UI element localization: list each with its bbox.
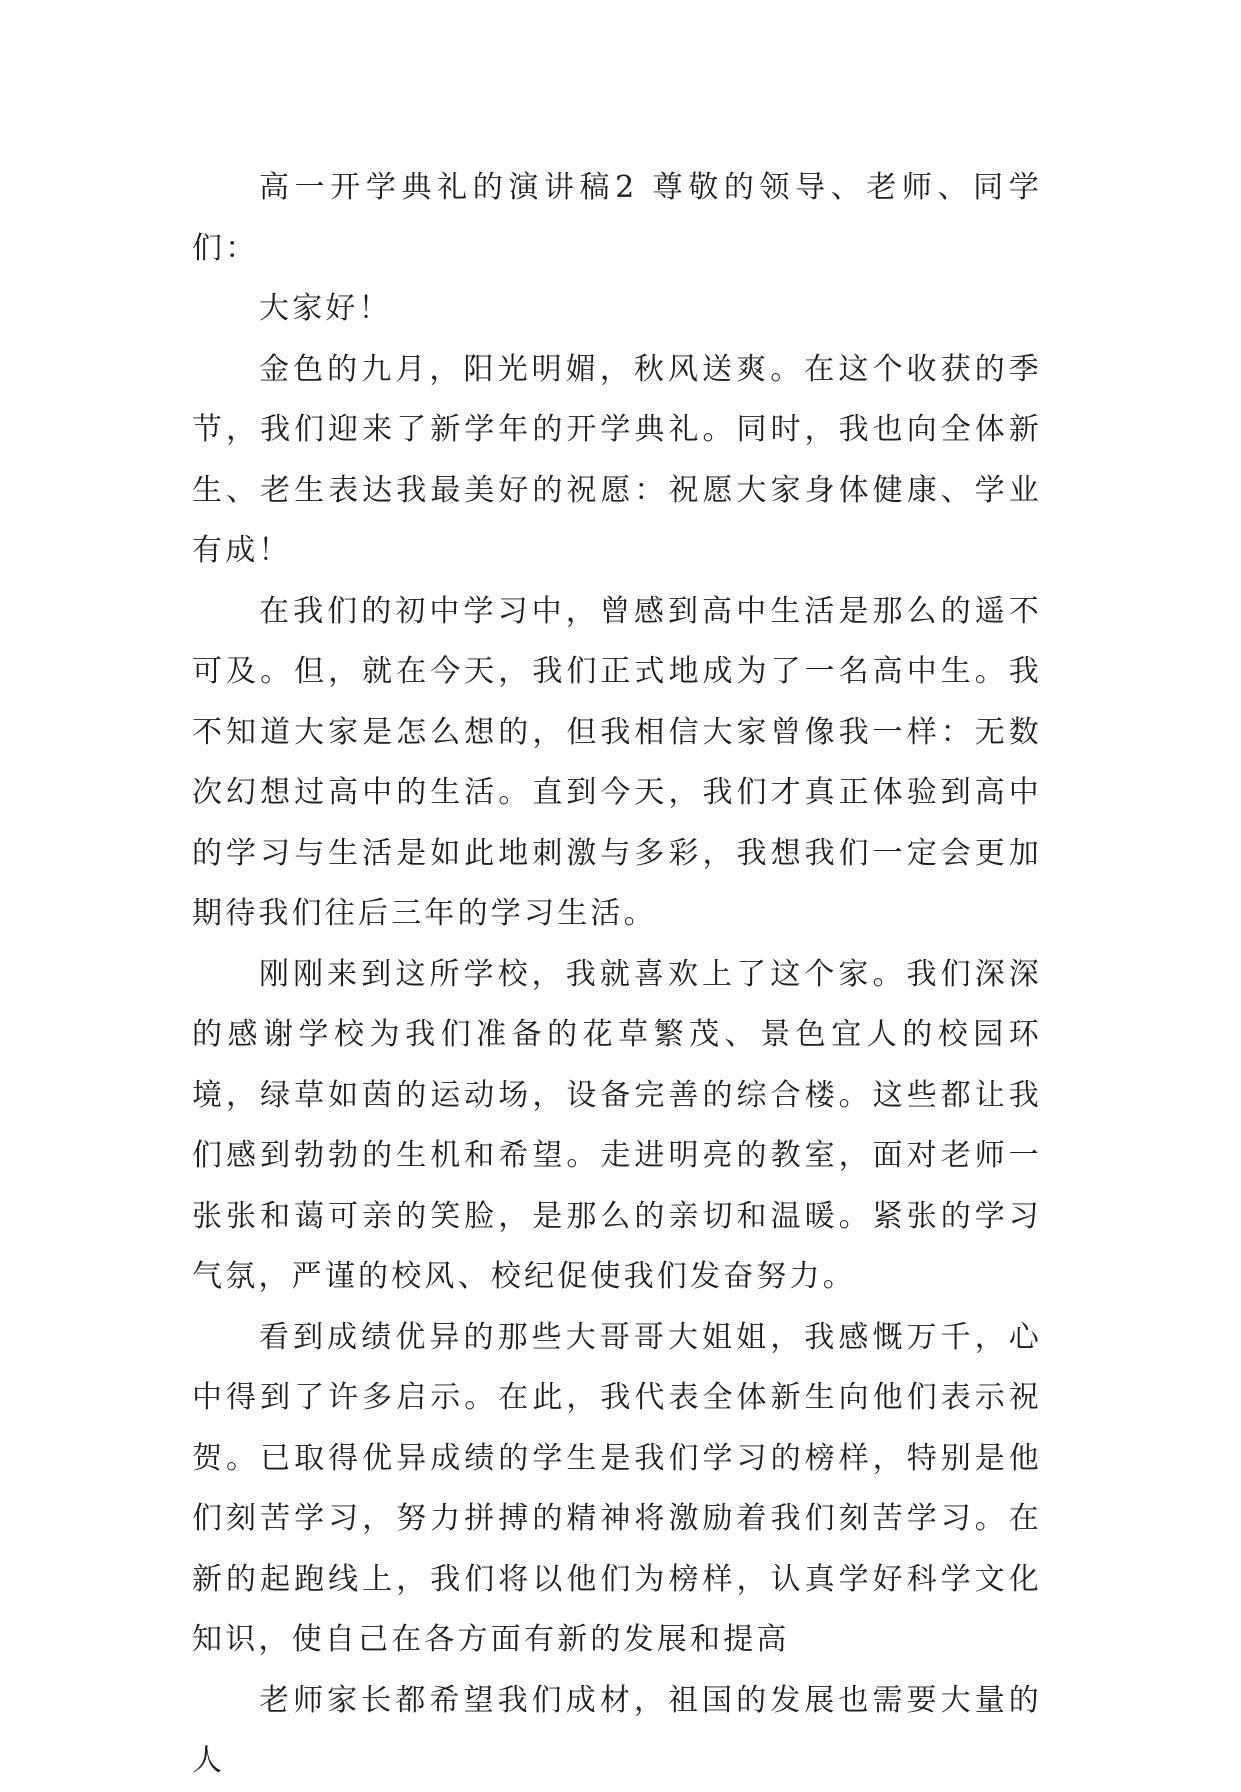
body-paragraph: 刚刚来到这所学校，我就喜欢上了这个家。我们深深的感谢学校为我们准备的花草繁茂、景色宜人的校园环境，绿草如茵的运动场，设备完善的综合楼。这些都让我们感到勃勃的生机和希望。走进明亮的教室，面对老师一张张和蔼可亲的笑脸，是那么的亲切和温暖。紧张的学习气氛，严谨的校风、校纪促使我们发奋努力。 xyxy=(192,956,1042,1294)
body-paragraph: 金色的九月，阳光明媚，秋风送爽。在这个收获的季节，我们迎来了新学年的开学典礼。同时，我也向全体新生、老生表达我最美好的祝愿：祝愿大家身体健康、学业有成！ xyxy=(192,351,1042,568)
speech-text xyxy=(192,158,1042,1792)
greeting-paragraph: 大家好！ xyxy=(259,291,392,326)
body-paragraph: 看到成绩优异的那些大哥哥大姐姐，我感慨万千，心中得到了许多启示。在此，我代表全体新生向他们表示祝贺。已取得优异成绩的学生是我们学习的榜样，特别是他们刻苦学习，努力拼搏的精神将激励着我们刻苦学习。在新的起跑线上，我们将以他们为榜样，认真学好科学文化知识，使自己在各方面有新的发展和提高 xyxy=(192,1319,1042,1657)
body-paragraph: 老师家长都希望我们成材，祖国的发展也需要大量的人 xyxy=(192,1682,1042,1778)
speech-title-paragraph: 高一开学典礼的演讲稿2 尊敬的领导、老师、同学们： xyxy=(192,170,1042,266)
body-paragraph: 在我们的初中学习中，曾感到高中生活是那么的遥不可及。但，就在今天，我们正式地成为了一名高中生。我不知道大家是怎么想的，但我相信大家曾像我一样：无数次幻想过高中的生活。直到今天，我们才真正体验到高中的学习与生活是如此地刺激与多彩，我想我们一定会更加期待我们往后三年的学习生活。 xyxy=(192,593,1042,931)
